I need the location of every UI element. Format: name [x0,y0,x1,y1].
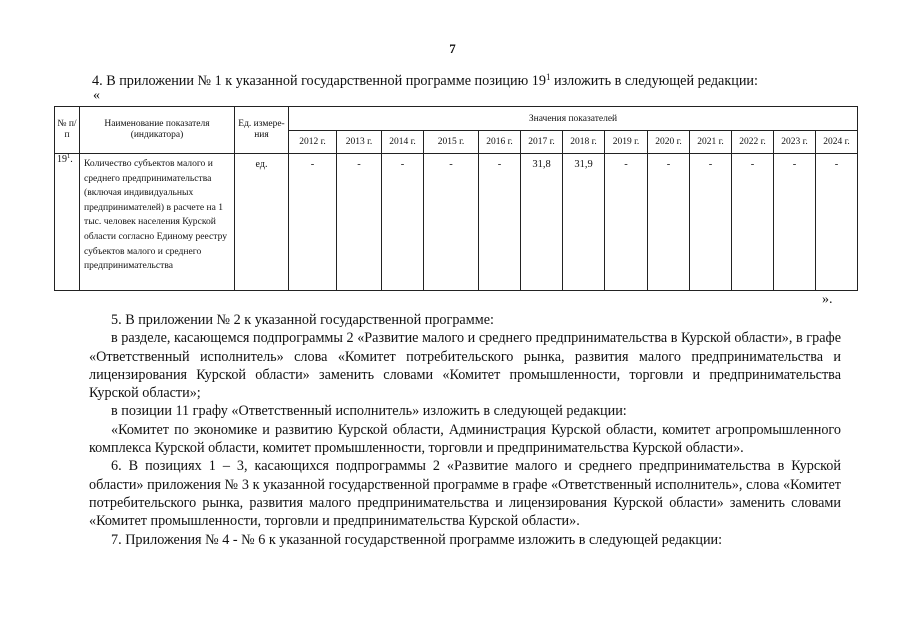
row-value: - [774,154,816,291]
row-value: - [605,154,648,291]
header-values: Значения показателей [289,107,858,131]
row-value: - [289,154,337,291]
item-5-section-paragraph: в разделе, касающемся подпрограммы 2 «Развитие малого и среднего предпринимательства в Курской области», в графе «Ответственный исполнитель» слова «Комитет потребительского рынка, развития малого предпринимательства и лицензирования Курской области» заменить словами «Комитет промышленности, торговли и предпринимательства Курской области»; [89,330,841,402]
header-year: 2020 г. [648,131,690,154]
row-value: - [732,154,774,291]
header-year: 2016 г. [479,131,521,154]
header-indicator-name: Наименование показателя (индикатора) [80,107,235,154]
row-value: - [382,154,424,291]
page-number: 7 [449,41,456,56]
row-value: - [479,154,521,291]
row-value: - [424,154,479,291]
row-indicator-name: Количество субъектов малого и среднего предпринимательства (включая индивидуальных предпринимателей) в расчете на 1 тыс. человек населения Курской области согласно Единому реестру субъектов малого и среднего предпринимательства [80,154,235,291]
item-4-suffix: изложить в следующей редакции: [550,73,758,89]
row-value: 31,8 [521,154,563,291]
row-value: - [648,154,690,291]
header-number: № п/п [55,107,80,154]
row-value: 31,9 [563,154,605,291]
header-year: 2024 г. [816,131,858,154]
header-year: 2019 г. [605,131,648,154]
opening-quote: « [93,88,100,103]
header-year: 2013 г. [337,131,382,154]
header-unit: Ед. измере-ния [235,107,289,154]
row-number-dot: . [70,154,73,165]
item-5-new-text-paragraph: «Комитет по экономике и развитию Курской области, Администрация Курской области, комитет агропромышленного комплекса Курской области, комитет промышленности, торговли и предпринимательства Курской области». [89,421,841,457]
closing-quote: ». [822,292,833,307]
item-5-position-paragraph: в позиции 11 графу «Ответственный исполнитель» изложить в следующей редакции: [111,403,627,420]
item-6-paragraph: 6. В позициях 1 – 3, касающихся подпрограммы 2 «Развитие малого и среднего предпринимательства в Курской области» приложения № 3 к указанной государственной программе в графе «Ответственный исполнитель», слова «Комитет потребительского рынка, развития малого предпринимательства и лицензирования Курской области» заменить словами «Комитет промышленности, торговли и предпринимательства Курской области». [89,458,841,530]
row-value: - [337,154,382,291]
header-year: 2014 г. [382,131,424,154]
row-unit: ед. [235,154,289,291]
header-year: 2018 г. [563,131,605,154]
row-number [55,154,80,291]
indicator-table [54,106,858,291]
header-year: 2023 г. [774,131,816,154]
item-4-superscript: 1 [545,72,551,82]
header-year: 2017 г. [521,131,563,154]
item-5-heading: 5. В приложении № 2 к указанной государственной программе: [111,312,494,328]
document-body [89,311,841,549]
row-number-value: 19 [57,154,67,165]
item-7-paragraph: 7. Приложения № 4 - № 6 к указанной государственной программе изложить в следующей редакции: [111,531,723,548]
row-number-superscript: 1 [67,153,71,160]
row-value: - [690,154,732,291]
item-4-prefix: 4. В приложении № 1 к указанной государственной программе позицию 19 [92,73,546,89]
header-year: 2022 г. [732,131,774,154]
row-value: - [816,154,858,291]
item-4-text [92,72,758,90]
table-row [55,154,858,291]
header-year: 2021 г. [690,131,732,154]
header-year: 2015 г. [424,131,479,154]
header-year: 2012 г. [289,131,337,154]
